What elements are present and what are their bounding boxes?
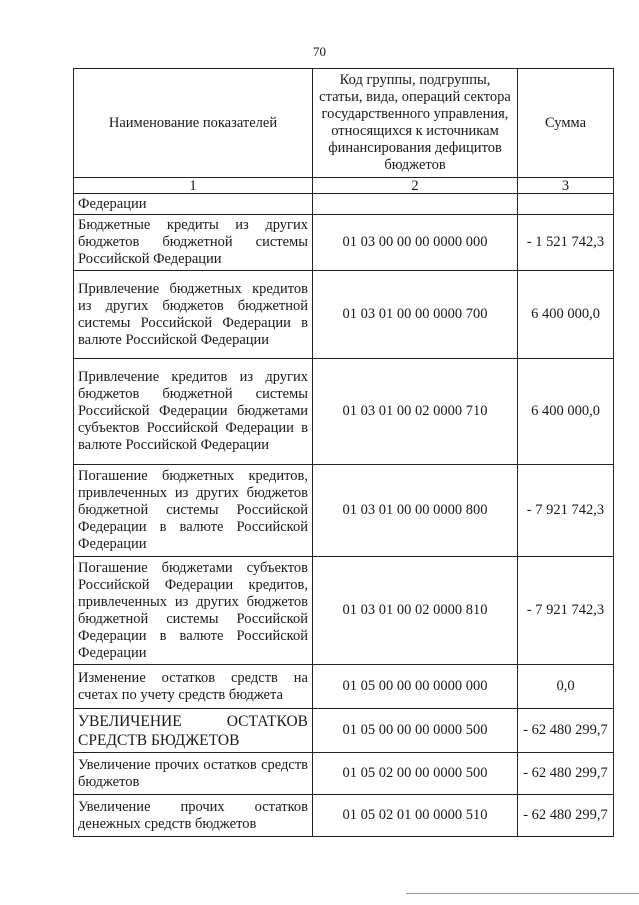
- row-name: Изменение остатков средств на счетах по учету средств бюджета: [74, 665, 313, 709]
- continuation-text: Федерации: [74, 194, 313, 215]
- scan-edge-line: [406, 893, 639, 894]
- header-sum: Сумма: [518, 69, 614, 178]
- table-row: [74, 795, 614, 837]
- column-number-row: [74, 178, 614, 194]
- row-sum: 6 400 000,0: [518, 271, 614, 359]
- row-code: 01 03 01 00 02 0000 710: [313, 359, 518, 465]
- table-row: [74, 271, 614, 359]
- row-sum: - 7 921 742,3: [518, 557, 614, 665]
- column-number: 2: [313, 178, 518, 194]
- empty-cell: [518, 194, 614, 215]
- budget-sources-table: [73, 68, 614, 837]
- table-row: [74, 557, 614, 665]
- row-name: Привлечение бюджетных кредитов из других бюджетов бюджетной системы Российской Федерации в валюте Российской Федерации: [74, 271, 313, 359]
- row-code: 01 05 00 00 00 0000 500: [313, 709, 518, 753]
- row-code: 01 03 01 00 00 0000 700: [313, 271, 518, 359]
- row-sum: - 62 480 299,7: [518, 753, 614, 795]
- row-code: 01 05 00 00 00 0000 000: [313, 665, 518, 709]
- row-sum: - 62 480 299,7: [518, 795, 614, 837]
- row-sum: - 1 521 742,3: [518, 215, 614, 271]
- row-code: 01 05 02 01 00 0000 510: [313, 795, 518, 837]
- row-name: Погашение бюджетами субъектов Российской Федерации кредитов, привлеченных из других бюджетов бюджетной системы Российской Федерации в валюте Российской Федерации: [74, 557, 313, 665]
- column-number: 1: [74, 178, 313, 194]
- row-sum: - 62 480 299,7: [518, 709, 614, 753]
- row-name: Увеличение прочих остатков денежных средств бюджетов: [74, 795, 313, 837]
- row-sum: 0,0: [518, 665, 614, 709]
- row-name: Увеличение прочих остатков средств бюджетов: [74, 753, 313, 795]
- row-name: Погашение бюджетных кредитов, привлеченных из других бюджетов бюджетной системы Российской Федерации в валюте Российской Федерации: [74, 465, 313, 557]
- page-number: 70: [313, 44, 326, 59]
- table-row: [74, 665, 614, 709]
- row-code: 01 03 00 00 00 0000 000: [313, 215, 518, 271]
- row-sum: 6 400 000,0: [518, 359, 614, 465]
- header-code: Код группы, подгруппы, статьи, вида, операций сектора государственного управления, относящихся к источникам финансирования дефицитов бюджетов: [313, 69, 518, 178]
- row-code: 01 05 02 00 00 0000 500: [313, 753, 518, 795]
- table-row: [74, 753, 614, 795]
- row-code: 01 03 01 00 00 0000 800: [313, 465, 518, 557]
- row-name: Привлечение кредитов из других бюджетов бюджетной системы Российской Федерации бюджетами субъектов Российской Федерации в валюте Российской Федерации: [74, 359, 313, 465]
- row-sum: - 7 921 742,3: [518, 465, 614, 557]
- table-row: [74, 215, 614, 271]
- table-header-row: [74, 69, 614, 178]
- row-code: 01 03 01 00 02 0000 810: [313, 557, 518, 665]
- row-name: Бюджетные кредиты из других бюджетов бюджетной системы Российской Федерации: [74, 215, 313, 271]
- row-name: УВЕЛИЧЕНИЕ ОСТАТКОВ СРЕДСТВ БЮДЖЕТОВ: [74, 709, 313, 753]
- header-name: Наименование показателей: [74, 69, 313, 178]
- table-row: [74, 359, 614, 465]
- continuation-row: [74, 194, 614, 215]
- empty-cell: [313, 194, 518, 215]
- column-number: 3: [518, 178, 614, 194]
- table-row: [74, 709, 614, 753]
- table-row: [74, 465, 614, 557]
